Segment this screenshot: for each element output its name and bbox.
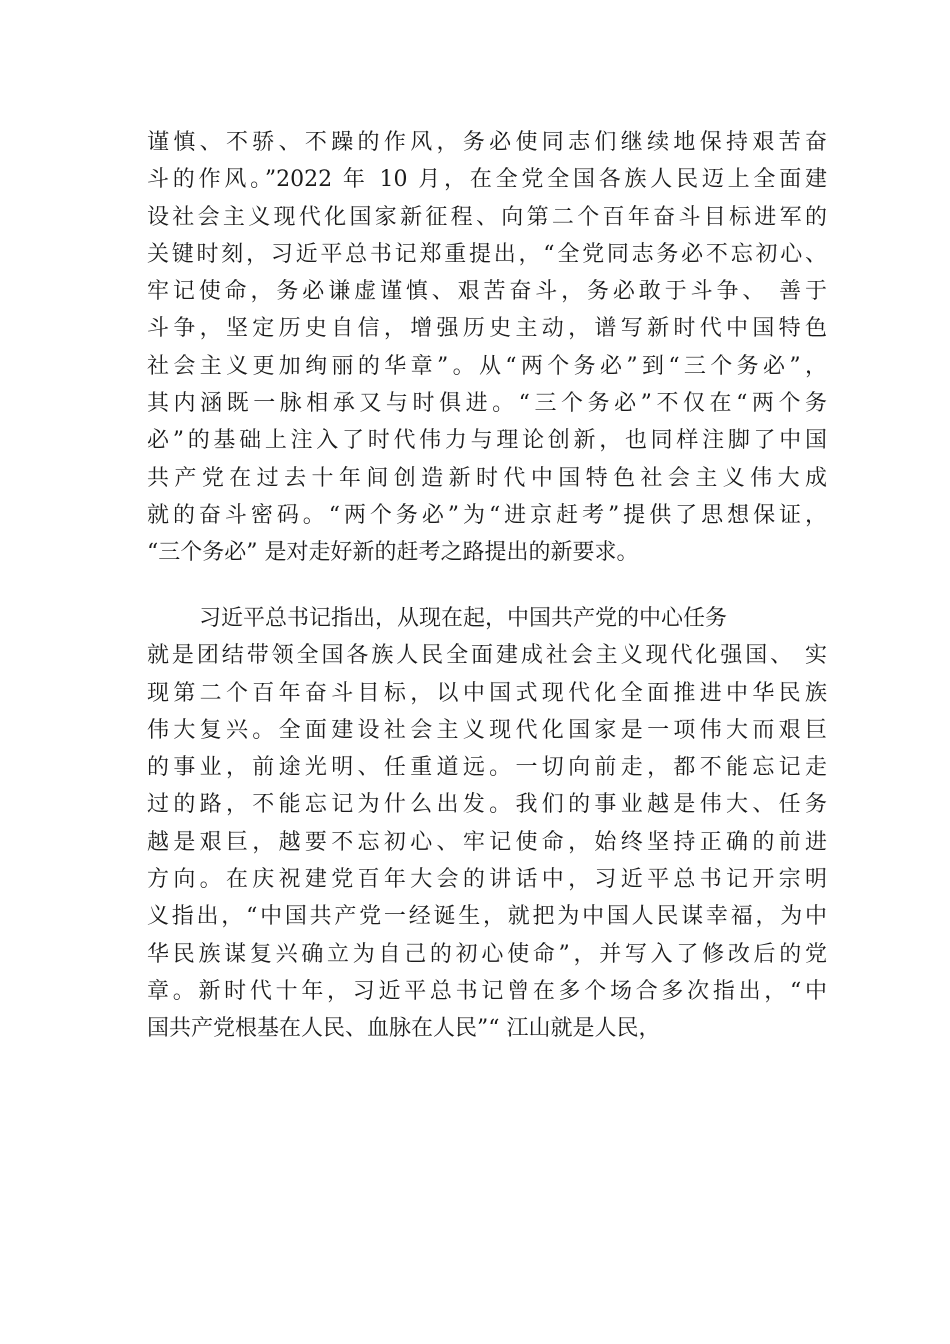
text-line: 关键时刻，习近平总书记郑重提出，“全党同志务必不忘初心、 bbox=[147, 241, 827, 267]
text-line: 谨慎、不骄、不躁的作风，务必使同志们继续地保持艰苦奋 bbox=[147, 130, 827, 155]
text-line: 牢记使命，务必谦虚谨慎、艰苦奋斗，务必敢于斗争、 善于 bbox=[147, 279, 827, 305]
text-line: “三个务必” 是对走好新的赶考之路提出的新要求。 bbox=[147, 540, 639, 566]
paragraph-2 bbox=[147, 600, 827, 1048]
text-line: 设社会主义现代化国家新征程、向第二个百年奋斗目标进军的 bbox=[147, 204, 827, 230]
text-line: 华民族谋复兴确立为自己的初心使命”，并写入了修改后的党 bbox=[147, 941, 827, 967]
text-line: 伟大复兴。全面建设社会主义现代化国家是一项伟大而艰巨 bbox=[147, 717, 827, 743]
text-line: 就是团结带领全国各族人民全面建成社会主义现代化强国、 实 bbox=[147, 643, 827, 669]
text-line: 义指出，“中国共产党一经诞生，就把为中国人民谋幸福，为中 bbox=[147, 904, 827, 930]
text-line: 社会主义更加绚丽的华章”。从“两个务必”到“三个务必”， bbox=[147, 353, 827, 379]
text-line: 共产党在过去十年间创造新时代中国特色社会主义伟大成 bbox=[147, 465, 827, 491]
text-line: 其内涵既一脉相承又与时俱进。“三个务必”不仅在“两个务 bbox=[147, 391, 827, 417]
text-line: 斗争，坚定历史自信，增强历史主动，谱写新时代中国特色 bbox=[147, 316, 827, 342]
text-line: 习近平总书记指出，从现在起，中国共产党的中心任务 bbox=[199, 606, 728, 631]
text-line: 必”的基础上注入了时代伟力与理论创新，也同样注脚了中国 bbox=[147, 428, 827, 454]
text-line: 斗的作风。”2022 年 10 月，在全党全国各族人民迈上全面建 bbox=[147, 167, 827, 193]
text-line: 现第二个百年奋斗目标，以中国式现代化全面推进中华民族 bbox=[147, 680, 827, 706]
text-line: 越是艰巨，越要不忘初心、牢记使命，始终坚持正确的前进 bbox=[147, 829, 827, 855]
text-line: 章。新时代十年，习近平总书记曾在多个场合多次指出，“中 bbox=[147, 978, 827, 1004]
text-line: 过的路，不能忘记为什么出发。我们的事业越是伟大、任务 bbox=[147, 792, 827, 818]
text-line: 国共产党根基在人民、血脉在人民”“ 江山就是人民， bbox=[147, 1016, 661, 1042]
text-line: 的事业，前途光明、任重道远。一切向前走，都不能忘记走 bbox=[147, 755, 827, 781]
paragraph-1 bbox=[147, 124, 827, 572]
text-line: 就的奋斗密码。“两个务必”为“进京赶考”提供了思想保证， bbox=[147, 502, 827, 528]
text-line: 方向。在庆祝建党百年大会的讲话中，习近平总书记开宗明 bbox=[147, 867, 827, 893]
